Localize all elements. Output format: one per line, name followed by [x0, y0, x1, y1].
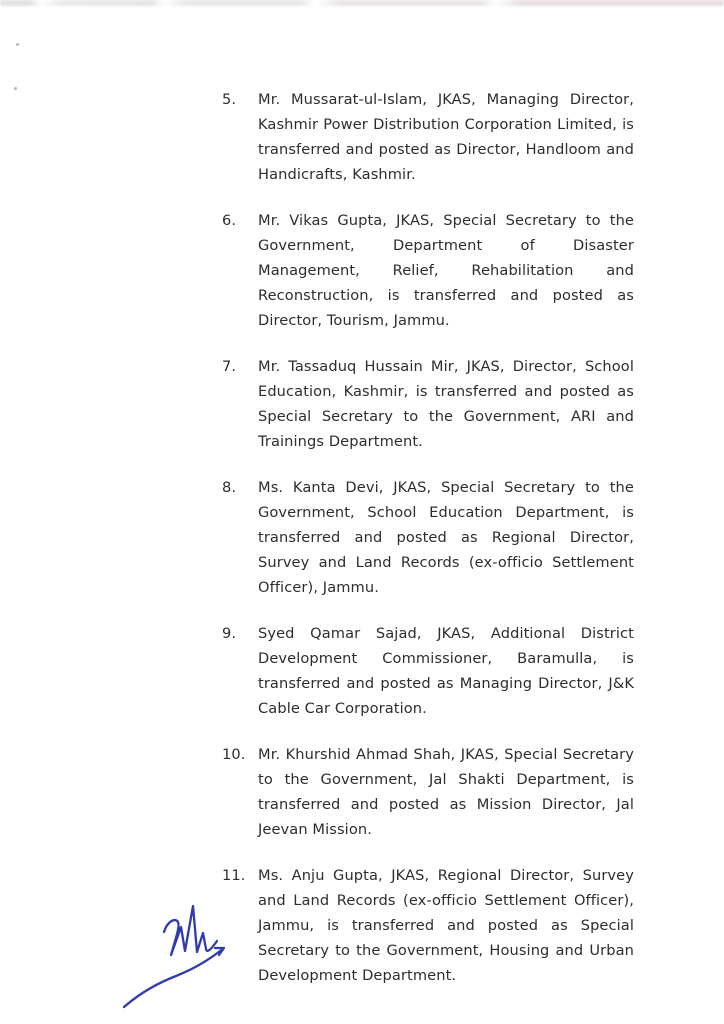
- signature-underline-stroke: [124, 948, 224, 1007]
- item-text: Mr. Vikas Gupta, JKAS, Special Secretary to the Government, Department of Disaster Management, Relief, Rehabilitation and Reconstruction, is transferred and posted as Director, Tourism, Jammu.: [258, 212, 634, 329]
- item-number: 11.: [222, 867, 246, 884]
- item-number: 6.: [222, 212, 237, 229]
- order-item-5: [222, 87, 634, 187]
- transfer-order-list: [222, 87, 634, 1009]
- order-item-9: [222, 621, 634, 721]
- item-number: 10.: [222, 746, 246, 763]
- scan-artifact-top-edge: [0, 0, 724, 6]
- scan-speck: [16, 43, 19, 46]
- order-item-11: [222, 863, 634, 988]
- signature-scribble-icon: [110, 886, 242, 1024]
- item-text: Mr. Tassaduq Hussain Mir, JKAS, Director, School Education, Kashmir, is transferred and posted as Special Secretary to the Government, ARI and Trainings Department.: [258, 358, 634, 450]
- item-text: Ms. Anju Gupta, JKAS, Regional Director, Survey and Land Records (ex-officio Settlement Officer), Jammu, is transferred and posted as Special Secretary to the Government, Housing and Urban Development Department.: [258, 867, 634, 984]
- order-item-6: [222, 208, 634, 333]
- scan-speck: [14, 87, 17, 90]
- item-number: 7.: [222, 358, 237, 375]
- item-text: Mr. Mussarat-ul-Islam, JKAS, Managing Director, Kashmir Power Distribution Corporation Limited, is transferred and posted as Director, Handloom and Handicrafts, Kashmir.: [258, 91, 634, 183]
- order-item-7: [222, 354, 634, 454]
- item-text: Mr. Khurshid Ahmad Shah, JKAS, Special Secretary to the Government, Jal Shakti Department, is transferred and posted as Mission Director, Jal Jeevan Mission.: [258, 746, 634, 838]
- item-text: Syed Qamar Sajad, JKAS, Additional District Development Commissioner, Baramulla, is transferred and posted as Managing Director, J&K Cable Car Corporation.: [258, 625, 634, 717]
- signature-scrawl-stroke: [164, 906, 217, 955]
- item-text: Ms. Kanta Devi, JKAS, Special Secretary to the Government, School Education Department, is transferred and posted as Regional Director, Survey and Land Records (ex-officio Settlement Officer), Jammu.: [258, 479, 634, 596]
- order-item-8: [222, 475, 634, 600]
- item-number: 5.: [222, 91, 237, 108]
- item-number: 9.: [222, 625, 237, 642]
- order-item-10: [222, 742, 634, 842]
- item-number: 8.: [222, 479, 237, 496]
